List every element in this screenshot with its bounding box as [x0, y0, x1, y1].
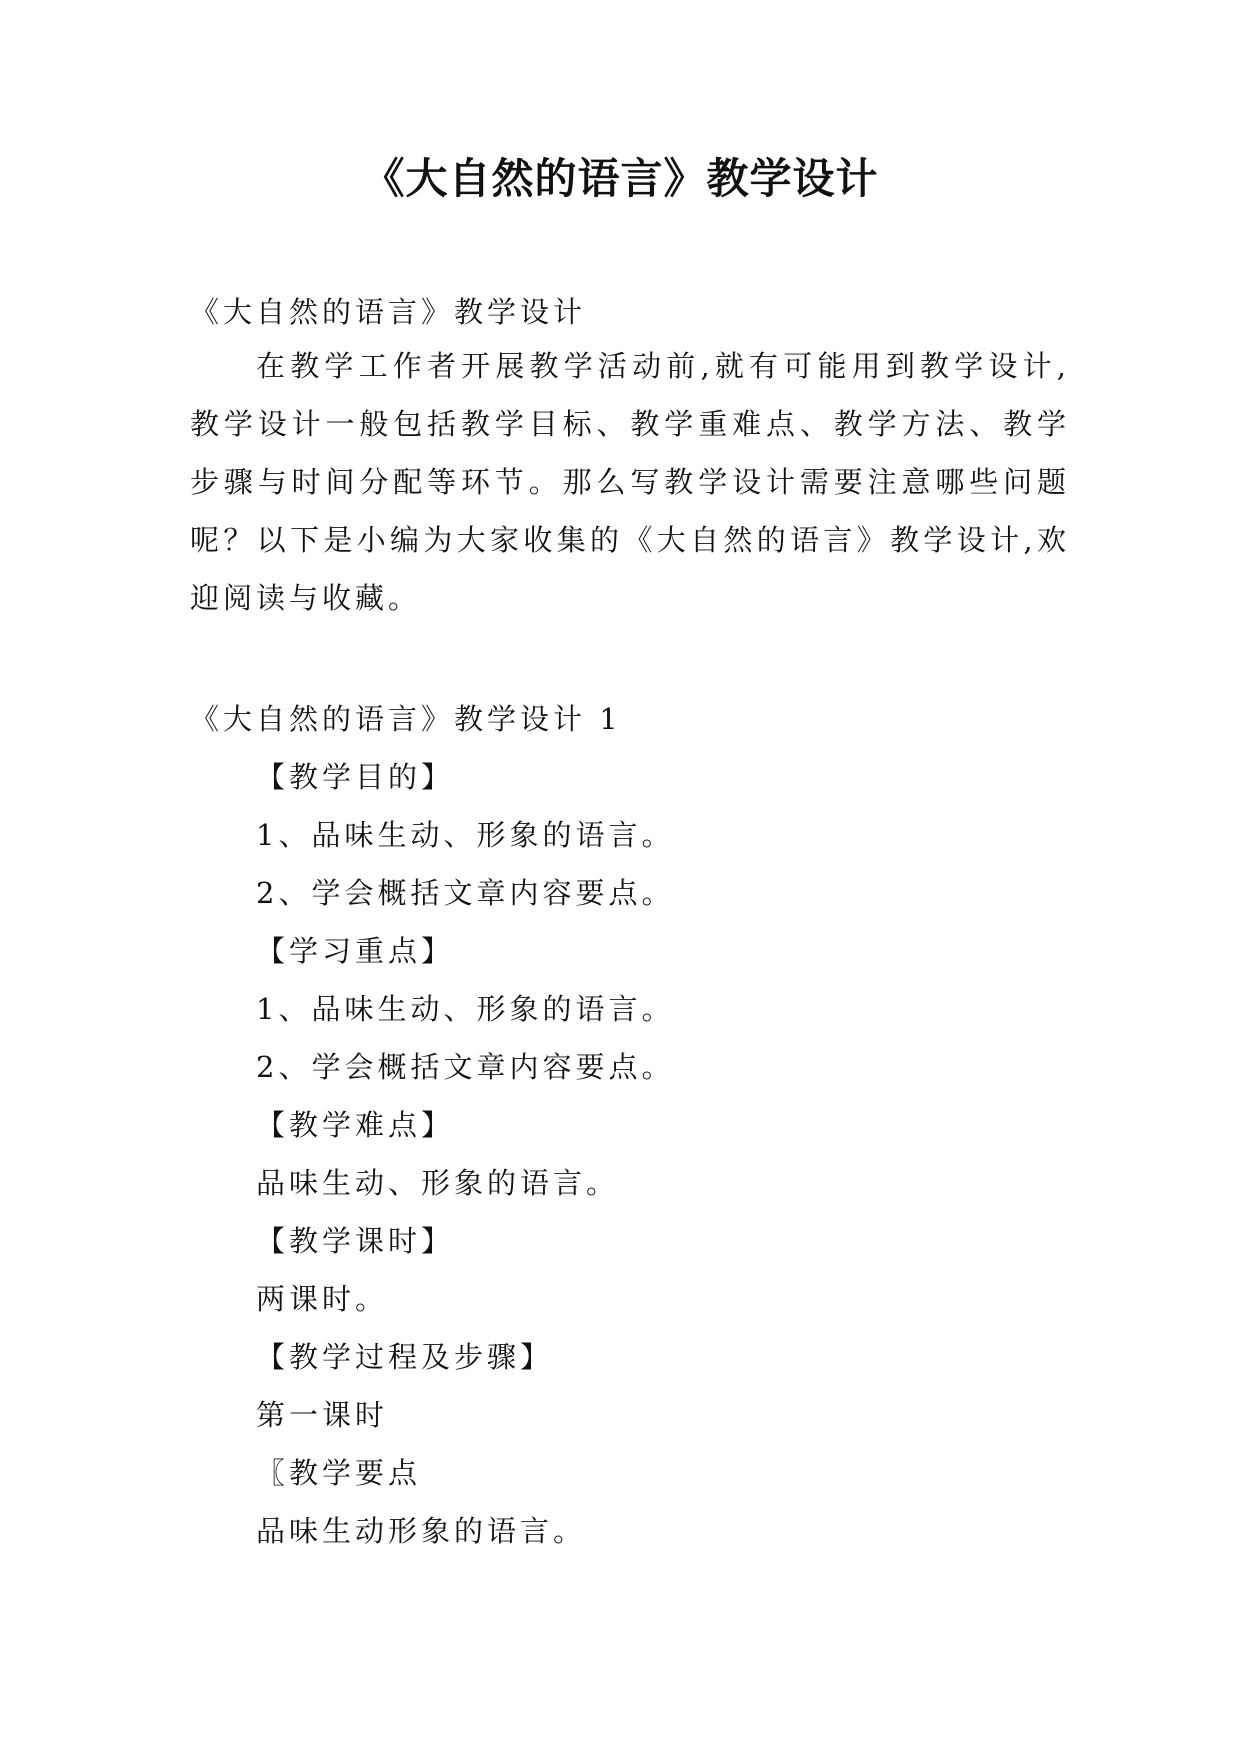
heading-teaching-objectives: 【教学目的】 [256, 760, 455, 794]
heading-learning-focus: 【学习重点】 [256, 934, 455, 968]
intro-paragraph: 在教学工作者开展教学活动前,就有可能用到教学设计,教学设计一般包括教学目标、教学重难点、教学方法、教学步骤与时间分配等环节。那么写教学设计需要注意哪些问题呢？以下是小编为大家收集的《大自然的语言》教学设计,欢迎阅读与收藏。 [190, 349, 1070, 615]
objective-item-2: 2、学会概括文章内容要点。 [256, 876, 675, 910]
section-heading: 《大自然的语言》教学设计 1 [190, 702, 622, 736]
first-lesson-label: 第一课时 [256, 1398, 389, 1432]
heading-class-hours: 【教学课时】 [256, 1224, 455, 1258]
heading-teaching-difficulty: 【教学难点】 [256, 1108, 455, 1142]
focus-item-1: 1、品味生动、形象的语言。 [256, 992, 675, 1026]
focus-item-2: 2、学会概括文章内容要点。 [256, 1050, 675, 1084]
objective-item-1: 1、品味生动、形象的语言。 [256, 818, 675, 852]
heading-teaching-process: 【教学过程及步骤】 [256, 1340, 554, 1374]
document-title: 《大自然的语言》教学设计 [362, 154, 879, 203]
difficulty-text: 品味生动、形象的语言。 [256, 1166, 620, 1200]
teaching-key-points-label: 〖教学要点 [256, 1456, 422, 1490]
document-subtitle: 《大自然的语言》教学设计 [190, 295, 587, 329]
class-hours-text: 两课时。 [256, 1282, 389, 1316]
key-points-text: 品味生动形象的语言。 [256, 1514, 587, 1548]
